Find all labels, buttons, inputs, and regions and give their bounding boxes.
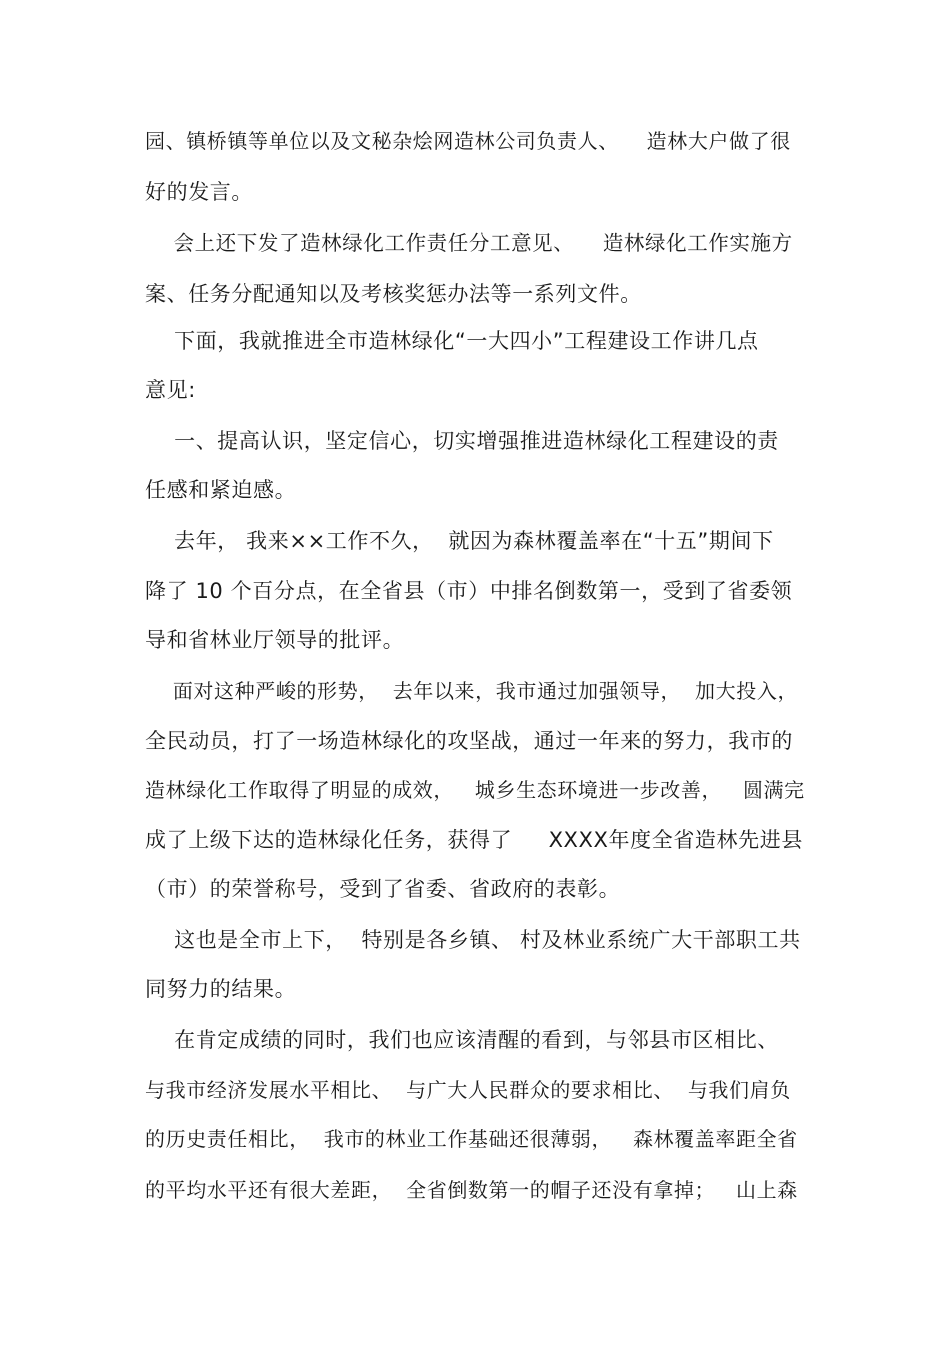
text-line: 同努力的结果。 <box>145 977 297 1001</box>
text-line: （市）的荣誉称号，受到了省委、省政府的表彰。 <box>145 877 621 901</box>
text-line: 园、镇桥镇等单位以及文秘杂烩网造林公司负责人、 造林大户做了很 <box>145 129 791 153</box>
text-line: 降了 10 个百分点，在全省县（市）中排名倒数第一，受到了省委领 <box>145 579 793 603</box>
text-line: 下面，我就推进全市造林绿化“一大四小”工程建设工作讲几点 <box>145 329 759 353</box>
text-line: 成了上级下达的造林绿化任务，获得了 XXXX年度全省造林先进县 <box>145 828 803 852</box>
text-line: 导和省林业厅领导的批评。 <box>145 628 405 652</box>
text-line: 全民动员，打了一场造林绿化的攻坚战，通过一年来的努力，我市的 <box>145 729 793 753</box>
text-line: 一、提高认识，坚定信心，切实增强推进造林绿化工程建设的责 <box>145 429 779 453</box>
text-line: 去年， 我来××工作不久， 就因为森林覆盖率在“十五”期间下 <box>145 529 774 553</box>
text-line: 会上还下发了造林绿化工作责任分工意见、 造林绿化工作实施方 <box>145 231 793 255</box>
text-line: 在肯定成绩的同时，我们也应该清醒的看到，与邻县市区相比、 <box>145 1028 779 1052</box>
text-line: 意见: <box>145 378 196 402</box>
text-line: 案、任务分配通知以及考核奖惩办法等一系列文件。 <box>145 282 642 306</box>
text-line: 面对这种严峻的形势， 去年以来，我市通过加强领导， 加大投入， <box>145 679 799 703</box>
text-line: 与我市经济发展水平相比、 与广大人民群众的要求相比、 与我们肩负 <box>145 1078 791 1102</box>
text-line: 任感和紧迫感。 <box>145 478 297 502</box>
text-line: 造林绿化工作取得了明显的成效， 城乡生态环境进一步改善， 圆满完 <box>145 778 805 802</box>
text-line: 好的发言。 <box>145 180 253 204</box>
text-line: 的平均水平还有很大差距， 全省倒数第一的帽子还没有拿掉； 山上森 <box>145 1178 798 1202</box>
text-line: 的历史责任相比， 我市的林业工作基础还很薄弱， 森林覆盖率距全省 <box>145 1127 798 1151</box>
text-line: 这也是全市上下， 特别是各乡镇、 村及林业系统广大干部职工共 <box>145 928 801 952</box>
